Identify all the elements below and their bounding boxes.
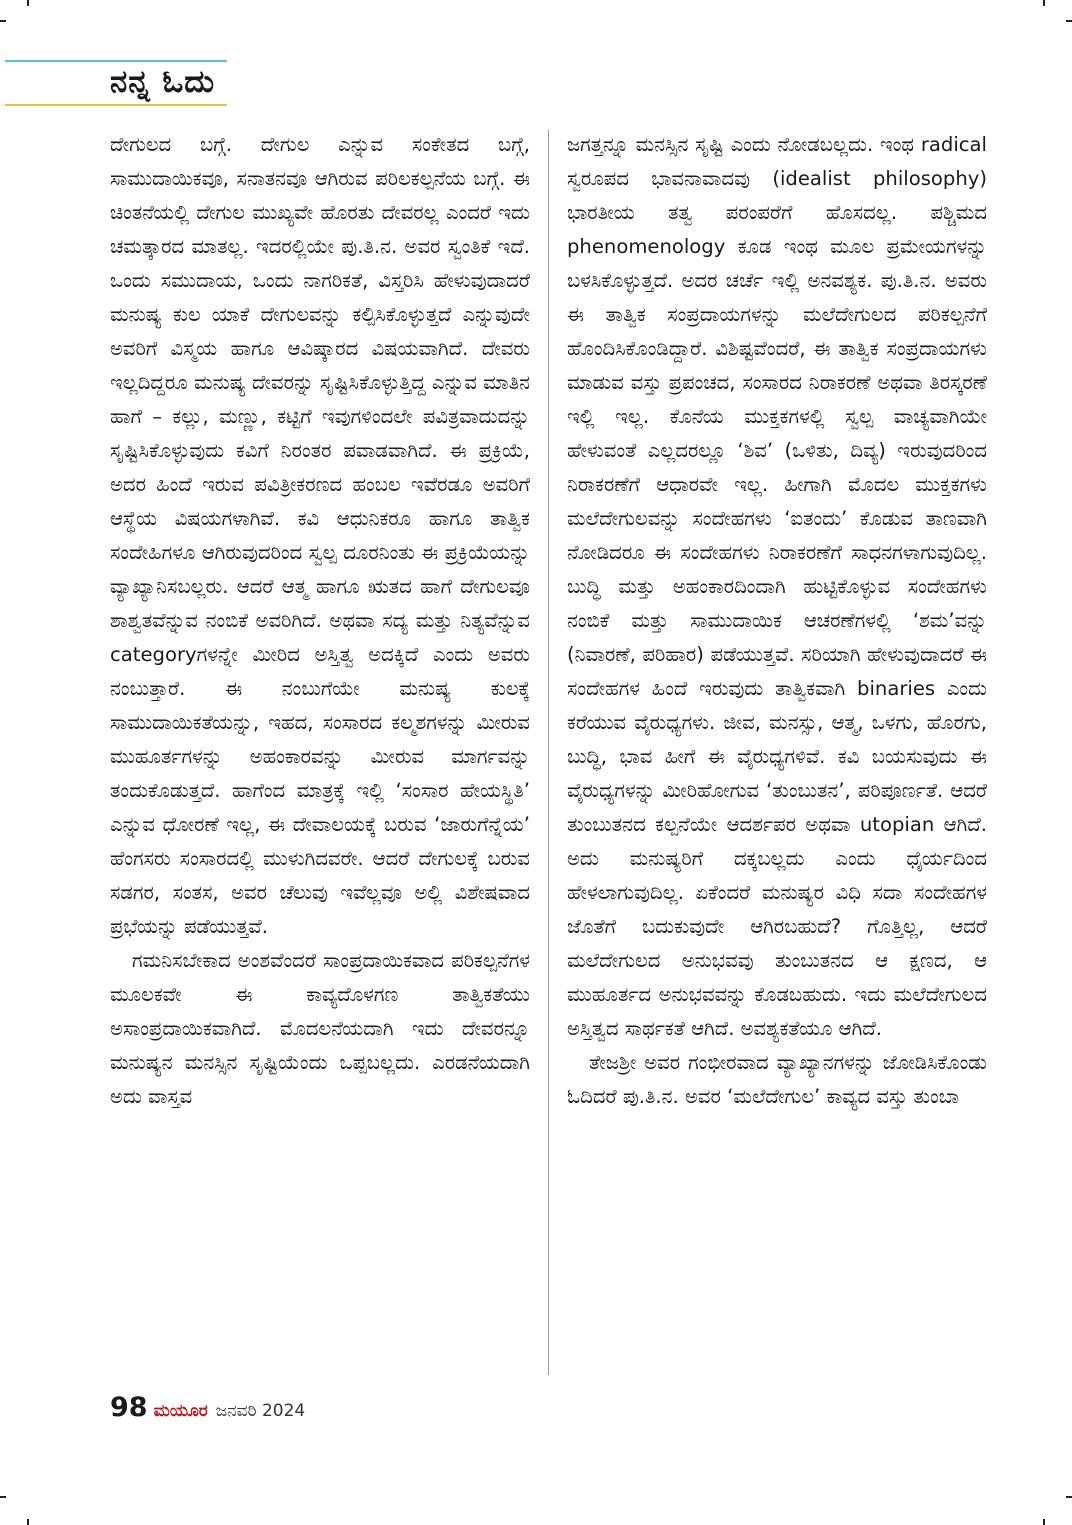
section-title: ನನ್ನ ಓದು [110, 64, 216, 100]
section-title-rule-bottom [5, 104, 227, 106]
page-number: 98 [110, 1392, 148, 1423]
crop-mark [1066, 20, 1072, 22]
crop-mark [0, 1496, 6, 1498]
paragraph: ತೇಜಶ್ರೀ ಅವರ ಗಂಭೀರವಾದ ವ್ಯಾಖ್ಯಾನಗಳನ್ನು ಜೋಡಿಸಿಕೊಂಡು ಓದಿದರೆ ಪು.ತಿ.ನ. ಅವರ ‘ಮಲೆದೇಗುಲ’ ಕಾವ್ಯದ ವಸ್ತು ತುಂಬಾ [567, 1051, 987, 1108]
paragraph: ಗಮನಿಸಬೇಕಾದ ಅಂಶವೆಂದರೆ ಸಾಂಪ್ರದಾಯಿಕವಾದ ಪರಿಕಲ್ಪನೆಗಳ ಮೂಲಕವೇ ಈ ಕಾವ್ಯದೊಳಗಣ ತಾತ್ವಿಕತೆಯು ಅಸಾಂಪ್ರದಾಯಿಕವಾಗಿದೆ. ಮೊದಲನೆಯದಾಗಿ ಇದು ದೇವರನ್ನೂ ಮನುಷ್ಯನ ಮನಸ್ಸಿನ ಸೃಷ್ಟಿಯೆಂದು ಒಪ್ಪಬಲ್ಲದು. ಎರಡನೆಯದಾಗಿ ಅದು ವಾಸ್ತವ [110, 949, 530, 1108]
article-column-left [110, 128, 530, 1114]
column-divider [548, 130, 549, 1375]
crop-mark [1043, 0, 1045, 6]
paragraph: ಜಗತ್ತನ್ನೂ ಮನಸ್ಸಿನ ಸೃಷ್ಟಿ ಎಂದು ನೋಡಬಲ್ಲದು. ಇಂಥ radical ಸ್ವರೂಪದ ಭಾವನಾವಾದವು (idealist philosophy) ಭಾರತೀಯ ತತ್ವ ಪರಂಪರೆಗೆ ಹೊಸದಲ್ಲ. ಪಶ್ಚಿಮದ phenomenology ಕೂಡ ಇಂಥ ಮೂಲ ಪ್ರಮೇಯಗಳನ್ನು ಬಳಸಿಕೊಳ್ಳುತ್ತದೆ. ಅದರ ಚರ್ಚೆ ಇಲ್ಲಿ ಅನವಶ್ಯಕ. ಪು.ತಿ.ನ. ಅವರು ಈ ತಾತ್ವಿಕ ಸಂಪ್ರದಾಯಗಳನ್ನು ಮಲೆದೇಗುಲದ ಪರಿಕಲ್ಪನೆಗೆ ಹೊಂದಿಸಿಕೊಂಡಿದ್ದಾರೆ. ವಿಶಿಷ್ಟವೆಂದರೆ, ಈ ತಾತ್ವಿಕ ಸಂಪ್ರದಾಯಗಳು ಮಾಡುವ ವಸ್ತು ಪ್ರಪಂಚದ, ಸಂಸಾರದ ನಿರಾಕರಣೆ ಅಥವಾ ತಿರಸ್ಕರಣೆ ಇಲ್ಲಿ ಇಲ್ಲ. ಕೊನೆಯ ಮುಕ್ತಕಗಳಲ್ಲಿ ಸ್ವಲ್ಪ ವಾಚ್ಯವಾಗಿಯೇ ಹೇಳುವಂತೆ ಎಲ್ಲದರಲ್ಲೂ ‘ಶಿವ’ (ಒಳಿತು, ದಿವ್ಯ) ಇರುವುದರಿಂದ ನಿರಾಕರಣೆಗೆ ಆಧಾರವೇ ಇಲ್ಲ. ಹೀಗಾಗಿ ಮೊದಲ ಮುಕ್ತಕಗಳು ಮಲೆದೇಗುಲವನ್ನು ಸಂದೇಹಗಳು ‘ಐತಂದು’ ಕೊಡುವ ತಾಣವಾಗಿ ನೋಡಿದರೂ ಈ ಸಂದೇಹಗಳು ನಿರಾಕರಣೆಗೆ ಸಾಧನಗಳಾಗುವುದಿಲ್ಲ. ಬುದ್ಧಿ ಮತ್ತು ಅಹಂಕಾರದಿಂದಾಗಿ ಹುಟ್ಟಿಕೊಳ್ಳುವ ಸಂದೇಹಗಳು ನಂಬಿಕೆ ಮತ್ತು ಸಾಮುದಾಯಿಕ ಆಚರಣೆಗಳಲ್ಲಿ ‘ಶಮ’ವನ್ನು (ನಿವಾರಣೆ, ಪರಿಹಾರ) ಪಡೆಯುತ್ತವೆ. ಸರಿಯಾಗಿ ಹೇಳುವುದಾದರೆ ಈ ಸಂದೇಹಗಳ ಹಿಂದೆ ಇರುವುದು ತಾತ್ವಿಕವಾಗಿ binaries ಎಂದು ಕರೆಯುವ ವೈರುಧ್ಯಗಳು. ಜೀವ, ಮನಸ್ಸು, ಆತ್ಮ, ಒಳಗು, ಹೊರಗು, ಬುದ್ಧಿ, ಭಾವ ಹೀಗೆ ಈ ವೈರುಧ್ಯಗಳಿವೆ. ಕವಿ ಬಯಸುವುದು ಈ ವೈರುಧ್ಯಗಳನ್ನು ಮೀರಿಹೋಗುವ ‘ತುಂಬುತನ’, ಪರಿಪೂರ್ಣತೆ. ಆದರೆ ತುಂಬುತನದ ಕಲ್ಪನೆಯೇ ಆದರ್ಶಪರ ಅಥವಾ utopian ಆಗಿದೆ. ಅದು ಮನುಷ್ಯರಿಗೆ ದಕ್ಕಬಲ್ಲದು ಎಂದು ಧೈರ್ಯದಿಂದ ಹೇಳಲಾಗುವುದಿಲ್ಲ. ಏಕೆಂದರೆ ಮನುಷ್ಯರ ವಿಧಿ ಸದಾ ಸಂದೇಹಗಳ ಜೊತೆಗೆ ಬದುಕುವುದೇ ಆಗಿರಬಹುದೆ? ಗೊತ್ತಿಲ್ಲ, ಆದರೆ ಮಲೆದೇಗುಲದ ಅನುಭವವು ತುಂಬುತನದ ಆ ಕ್ಷಣದ, ಆ ಮುಹೂರ್ತದ ಅನುಭವವನ್ನು ಕೊಡಬಹುದು. ಇದು ಮಲೆದೇಗುಲದ ಅಸ್ತಿತ್ವದ ಸಾರ್ಥಕತೆ ಆಗಿದೆ. ಅವಶ್ಯಕತೆಯೂ ಆಗಿದೆ. [567, 133, 987, 1040]
page-footer [110, 1392, 305, 1428]
crop-mark [27, 1519, 29, 1525]
magazine-logo: ಮಯೂರ [153, 1401, 208, 1421]
crop-mark [1043, 1519, 1045, 1525]
article-column-right [567, 128, 987, 1114]
crop-mark [1066, 1496, 1072, 1498]
crop-mark [0, 20, 6, 22]
paragraph: ದೇಗುಲದ ಬಗ್ಗೆ. ದೇಗುಲ ಎನ್ನುವ ಸಂಕೇತದ ಬಗ್ಗೆ, ಸಾಮುದಾಯಿಕವೂ, ಸನಾತನವೂ ಆಗಿರುವ ಪರಿಲಕಲ್ಪನೆಯ ಬಗ್ಗೆ. ಈ ಚಿಂತನೆಯಲ್ಲಿ ದೇಗುಲ ಮುಖ್ಯವೇ ಹೊರತು ದೇವರಲ್ಲ ಎಂದರೆ ಇದು ಚಮತ್ಕಾರದ ಮಾತಲ್ಲ. ಇದರಲ್ಲಿಯೇ ಪು.ತಿ.ನ. ಅವರ ಸ್ವಂತಿಕೆ ಇದೆ. ಒಂದು ಸಮುದಾಯ, ಒಂದು ನಾಗರಿಕತೆ, ವಿಸ್ತರಿಸಿ ಹೇಳುವುದಾದರೆ ಮನುಷ್ಯ ಕುಲ ಯಾಕೆ ದೇಗುಲವನ್ನು ಕಲ್ಪಿಸಿಕೊಳ್ಳುತ್ತದೆ ಎನ್ನುವುದೇ ಅವರಿಗೆ ವಿಸ್ಮಯ ಹಾಗೂ ಆವಿಷ್ಕಾರದ ವಿಷಯವಾಗಿದೆ. ದೇವರು ಇಲ್ಲದಿದ್ದರೂ ಮನುಷ್ಯ ದೇವರನ್ನು ಸೃಷ್ಟಿಸಿಕೊಳ್ಳುತ್ತಿದ್ದ ಎನ್ನುವ ಮಾತಿನ ಹಾಗೆ – ಕಲ್ಲು, ಮಣ್ಣು, ಕಟ್ಟಿಗೆ ಇವುಗಳಿಂದಲೇ ಪವಿತ್ರವಾದುದನ್ನು ಸೃಷ್ಟಿಸಿಕೊಳ್ಳುವುದು ಕವಿಗೆ ನಿರಂತರ ಪವಾಡವಾಗಿದೆ. ಈ ಪ್ರಕ್ರಿಯೆ, ಅದರ ಹಿಂದೆ ಇರುವ ಪವಿತ್ರೀಕರಣದ ಹಂಬಲ ಇವೆರಡೂ ಅವರಿಗೆ ಆಸ್ಥೆಯ ವಿಷಯಗಳಾಗಿವೆ. ಕವಿ ಆಧುನಿಕರೂ ಹಾಗೂ ತಾತ್ವಿಕ ಸಂದೇಹಿಗಳೂ ಆಗಿರುವುದರಿಂದ ಸ್ವಲ್ಪ ದೂರನಿಂತು ಈ ಪ್ರಕ್ರಿಯೆಯನ್ನು ವ್ಯಾಖ್ಯಾನಿಸಬಲ್ಲರು. ಆದರೆ ಆತ್ಮ ಹಾಗೂ ಋತದ ಹಾಗೆ ದೇಗುಲವೂ ಶಾಶ್ವತವೆನ್ನುವ ನಂಬಿಕೆ ಅವರಿಗಿದೆ. ಅಥವಾ ಸದ್ಯ ಮತ್ತು ನಿತ್ಯವೆನ್ನುವ categoryಗಳನ್ನೇ ಮೀರಿದ ಅಸ್ತಿತ್ವ ಅದಕ್ಕಿದೆ ಎಂದು ಅವರು ನಂಬುತ್ತಾರೆ. ಈ ನಂಬುಗೆಯೇ ಮನುಷ್ಯ ಕುಲಕ್ಕೆ ಸಾಮುದಾಯಿಕತೆಯನ್ನು, ಇಹದ, ಸಂಸಾರದ ಕಲ್ಮಶಗಳನ್ನು ಮೀರುವ ಮುಹೂರ್ತಗಳನ್ನು ಅಹಂಕಾರವನ್ನು ಮೀರುವ ಮಾರ್ಗವನ್ನು ತಂದುಕೊಡುತ್ತದೆ. ಹಾಗೆಂದ ಮಾತ್ರಕ್ಕೆ ಇಲ್ಲಿ ‘ಸಂಸಾರ ಹೇಯಸ್ಥಿತಿ’ ಎನ್ನುವ ಧೋರಣೆ ಇಲ್ಲ, ಈ ದೇವಾಲಯಕ್ಕೆ ಬರುವ ‘ಜಾರುಗೆನ್ನೆಯ’ ಹೆಂಗಸರು ಸಂಸಾರದಲ್ಲಿ ಮುಳುಗಿದವರೇ. ಆದರೆ ದೇಗುಲಕ್ಕೆ ಬರುವ ಸಡಗರ, ಸಂತಸ, ಅವರ ಚೆಲುವು ಇವೆಲ್ಲವೂ ಅಲ್ಲಿ ವಿಶೇಷವಾದ ಪ್ರಭೆಯನ್ನು ಪಡೆಯುತ್ತವೆ. [110, 133, 530, 938]
issue-date: ಜನವರಿ 2024 [215, 1401, 306, 1421]
crop-mark [27, 0, 29, 6]
